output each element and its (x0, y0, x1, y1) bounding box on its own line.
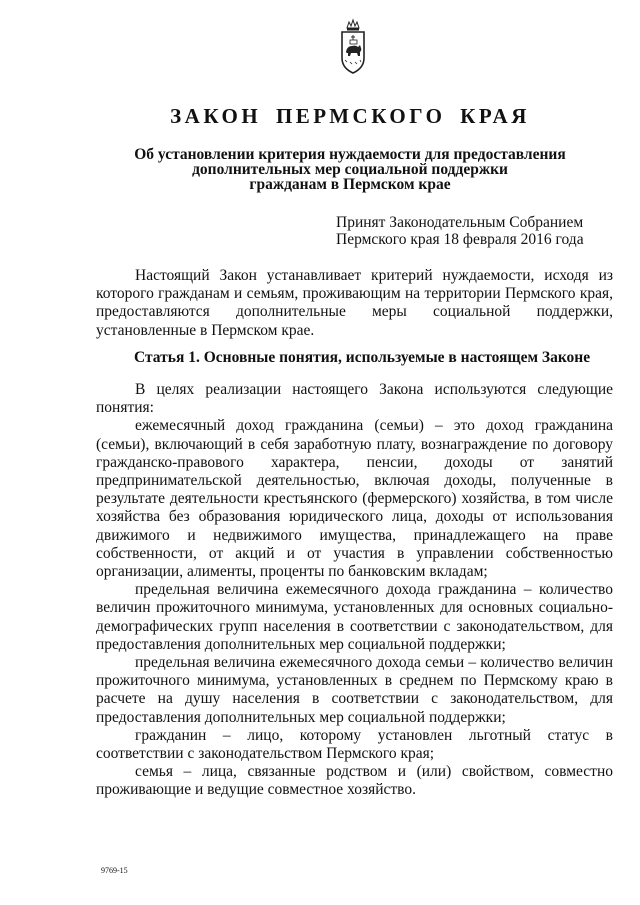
adoption-line: Пермского края 18 февраля 2016 года (336, 231, 584, 248)
article-paragraph: ежемесячный доход гражданина (семьи) – это доход гражданина (семьи), включающий в себя заработную плату, вознаграждение по договору гражданско-правового характера, пенсии, доходы от занятий предпринимательской деятельностью, включая доходы, полученные в результате деятельности крестьянского (фермерского) хозяйства, в том числе хозяйства без образования юридического лица, доходы от использования движимого и недвижимого имущества, принадлежащего на праве собственности, от акций и от участия в управлении собственностью организации, алименты, проценты по банковским вкладам; (96, 417, 613, 581)
subject-line: Об установлении критерия нуждаемости для предоставления (134, 146, 566, 163)
subject-line: дополнительных мер социальной поддержки (192, 161, 508, 178)
preamble (96, 267, 613, 340)
article-paragraph: предельная величина ежемесячного дохода гражданина – количество величин прожиточного минимума, установленных для основных социально-демографических групп населения в соответствии с законодательством, для предоставления дополнительных мер социальной поддержки; (96, 581, 613, 653)
article-paragraph: предельная величина ежемесячного дохода семьи – количество величин прожиточного минимума, установленных в среднем по Пермскому краю в расчете на душу населения в соответствии с законодательством, для предоставления дополнительных мер социальной поддержки; (96, 654, 613, 726)
adoption-line: Принят Законодательным Собранием (336, 214, 584, 231)
article-1-heading: Статья 1. Основные понятия, используемые в настоящем Законе (134, 349, 591, 366)
subject-line: гражданам в Пермском крае (249, 176, 451, 193)
article-1-body (96, 381, 613, 800)
article-paragraph: В целях реализации настоящего Закона используются следующие понятия: (96, 381, 613, 417)
article-paragraph: гражданин – лицо, которому установлен льготный статус в соответствии с законодательством Пермского края; (96, 726, 613, 763)
document-code: 9769-15 (101, 866, 128, 875)
article-paragraph: семья – лица, связанные родством и (или) свойством, совместно проживающие и ведущие совместное хозяйство. (96, 763, 613, 799)
coat-of-arms-icon (336, 18, 370, 76)
adoption-note (336, 214, 606, 248)
law-subject (100, 147, 600, 192)
preamble-paragraph: Настоящий Закон устанавливает критерий нуждаемости, исходя из которого гражданам и семьям, проживающим на территории Пермского края, предоставляются дополнительные меры социальной поддержки, установленные в Пермском крае. (96, 267, 613, 339)
law-title: ЗАКОН ПЕРМСКОГО КРАЯ (170, 104, 530, 128)
